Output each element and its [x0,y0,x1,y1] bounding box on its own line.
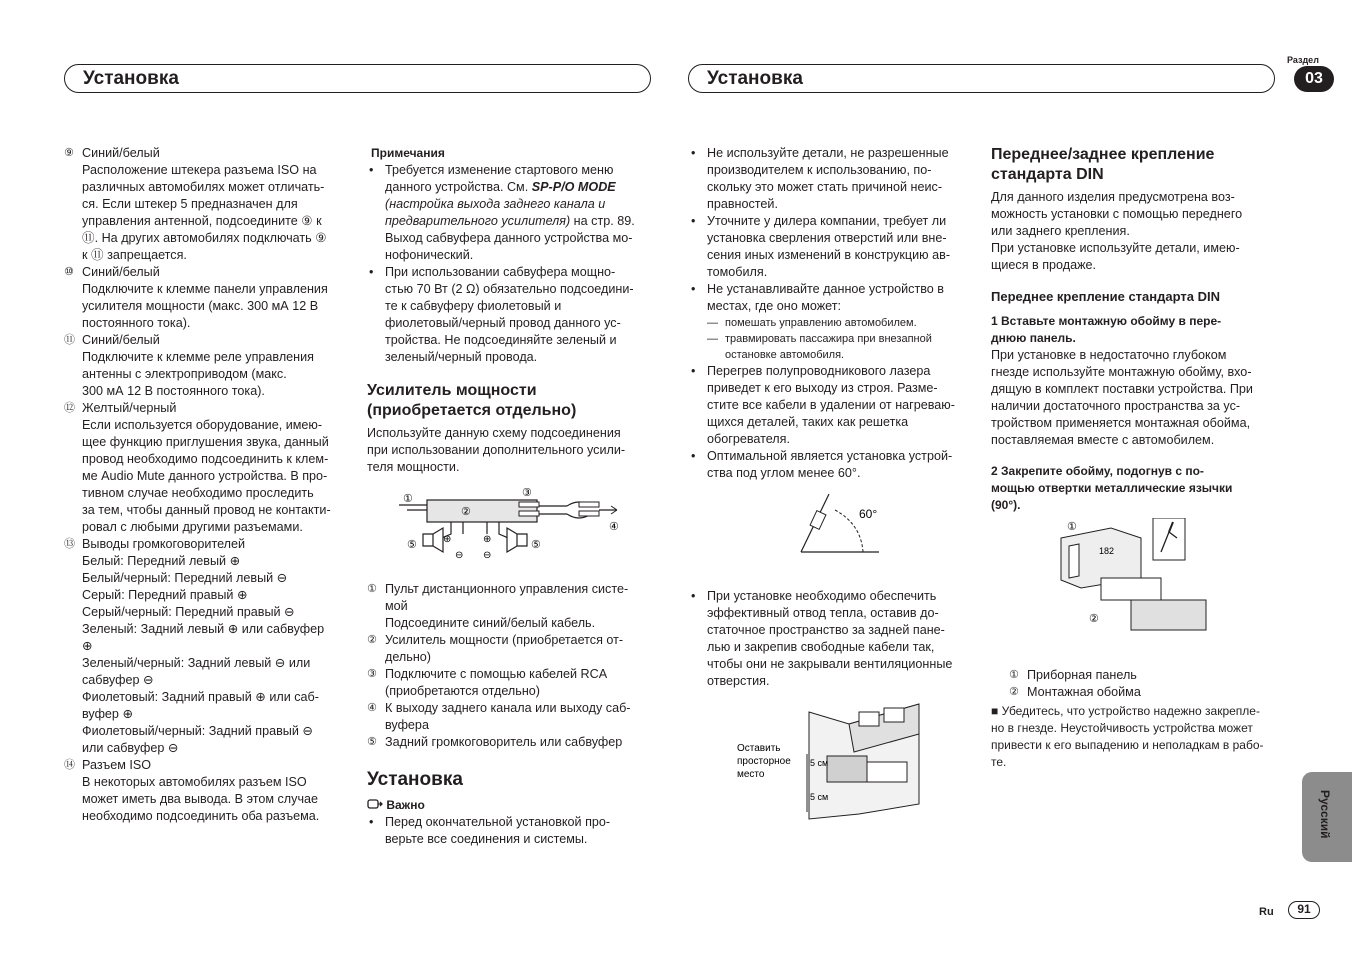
wire-item-body-line-3: провод необходимо подсоединить к клем- [82,452,329,466]
step-1-text-line-1: При установке в недостаточно глубоком [991,348,1227,362]
heat-bullet-line-1: • При установке необходимо обеспечить [707,589,937,603]
note-2 [367,264,657,366]
caution-bullet-line-4: томобиля. [707,265,768,279]
mounting-sleeve-icon [1101,578,1161,600]
wire-item-body-line-2: щее функцию приглушения звука, данный [82,435,329,449]
amp-legend-text-line-1: Пульт дистанционного управления систе- [385,582,629,596]
amp-legend-text-line-1: К выходу заднего канала или выходу саб- [385,701,631,715]
svg-text:⊖: ⊖ [455,550,464,561]
wire-item-body [82,553,354,757]
amp-legend-item [367,700,657,734]
amp-intro-line-3: теля мощности. [367,460,460,474]
caution-bullet [689,145,974,213]
important-text-line-2: верьте все соединения и системы. [385,832,588,846]
front-din-subheading: Переднее крепление стандарта DIN [991,289,1220,304]
wire-item-title: Желтый/черный [82,401,177,415]
din-heading-line-1: Переднее/заднее крепление [991,146,1215,163]
step-1-title [991,313,1281,347]
wire-item-body-line-2: усилителя мощности (макс. 300 мА 12 В [82,299,319,313]
caution-bullet-2-line-1: • Оптимальной является установка устрой- [707,449,953,463]
wire-item-body-line-5: Зеленый: Задний левый ⊕ или сабвуфер [82,622,325,636]
right-header-title: Установка [707,68,803,89]
figure-legend-number: ② [1009,686,1019,698]
amp-legend-text-line-2: мой [385,599,408,613]
step-1-text-line-4: наличии достаточного пространства за ус- [991,399,1241,413]
step-1-title-line-2: днюю панель. [991,331,1076,345]
amplifier-wiring-diagram [367,488,657,573]
install-heading: Установка [367,769,463,790]
important-block [367,797,657,814]
amp-heading [367,381,657,421]
amp-heading-line-2: (приобретается отдельно) [367,402,577,419]
wire-item-body-line-1: Расположение штекера разъема ISO на [82,163,317,177]
dim-label-2: 5 см [810,792,829,802]
step-1-text-line-2: гнезде используйте монтажную обойму, вхо- [991,365,1252,379]
heat-bullet-line-6: отверстия. [707,674,770,688]
bullets-group-2 [689,363,974,482]
page-number: 91 [1288,901,1320,919]
din-heading-line-2: стандарта DIN [991,166,1104,183]
important-text-line-1: • Перед окончательной установкой про- [385,815,611,829]
svg-text:⊖: ⊖ [483,550,492,561]
din-intro [991,189,1281,274]
wire-item [64,757,354,825]
column-4 [991,145,1281,771]
caution-bullet-2-line-1: • Перегрев полупроводникового лазера [707,364,931,378]
right-header-bar [688,64,1275,93]
figure-legend-number: ① [1009,669,1019,681]
column-1 [64,145,354,825]
wire-item [64,332,354,400]
note-1-tail-1: на стр. 89. [570,214,635,228]
caution-bullet [689,213,974,281]
caution-bullet-line-2: местах, где оно может: [707,299,842,313]
note-1-tail-2: Выход сабвуфера данного устройства мо- [385,231,633,245]
wire-item-body-line-7: ровал с любыми другими разъемами. [82,520,303,534]
wire-item-body [82,162,354,264]
device-icon [810,511,826,530]
wire-item-body-line-6: за тем, чтобы данный провод не контакти- [82,503,331,517]
amp-legend-item [367,581,657,632]
important-text [367,814,657,848]
wire-item-body-line-3: 300 мА 12 В постоянного тока). [82,384,265,398]
page-language: Ru [1259,906,1274,918]
amp-legend-text-line-1: Усилитель мощности (приобретается от- [385,633,624,647]
wire-item-title: Выводы громкоговорителей [82,537,246,551]
figure-marker-2: ② [1089,613,1099,625]
wire-item-number: ⑭ [64,759,75,771]
wire-item-body-line-6: ⊕ [82,639,93,653]
section-label: Раздел [1287,55,1319,65]
wire-item-number: ⑨ [64,147,74,159]
left-header-bar [64,64,651,93]
heat-bullet-line-4: лью и закрепив свободные кабели так, [707,640,935,654]
svg-text:⊕: ⊕ [443,534,452,545]
din-intro-line-4: При установке используйте детали, имею- [991,241,1240,255]
amp-heading-line-1: Усилитель мощности [367,382,537,399]
wire-item-title: Синий/белый [82,265,160,279]
wire-item-body-line-9: Фиолетовый: Задний правый ⊕ или саб- [82,690,319,704]
wire-item-body-line-5: ⑪. На других автомобилях подключать ⑨ [82,231,327,245]
step-1-text-line-6: поставляемая вместе с автомобилем. [991,433,1215,447]
amp-legend [367,581,657,751]
note-1-italic-1: (настройка выхода заднего канала и [385,197,606,211]
caution-bullet-2-line-4: щихся деталей, таких как решетка [707,415,909,429]
wire-item-body-line-4: управления антенной, подсоедините ⑨ к [82,214,322,228]
wire-item [64,145,354,264]
amp-intro [367,425,657,476]
heat-bullet-line-2: эффективный отвод тепла, оставив до- [707,606,939,620]
wire-item-body [82,281,354,332]
speaker-left-icon [423,528,443,552]
notes-title: Примечания [371,146,445,160]
din-note-line-2: но в гнезде. Неустойчивость устройства может [991,721,1253,735]
wire-item-body-line-1: В некоторых автомобилях разъем ISO [82,775,307,789]
note-1-setting-name: SP-P/O MODE [531,180,616,194]
din-note [991,703,1281,771]
caution-bullet-line-1: • Не устанавливайте данное устройство в [707,282,944,296]
column-2 [367,145,657,848]
step-2-title-line-2: мощью отвертки металлические язычки [991,481,1233,495]
figure-text-182: 182 [1099,546,1115,556]
wire-item-body-line-2: может иметь два вывода. В этом случае [82,792,319,806]
heat-bullet [689,588,974,690]
note-2-line-1: • При использовании сабвуфера мощно- [385,265,616,279]
angle-label: 60° [859,507,878,521]
step-2-title [991,463,1281,514]
caution-bullet-2 [689,448,974,482]
wire-item-body-line-4: ме Audio Mute данного устройства. В про- [82,469,328,483]
heat-bullet-line-3: статочное пространство за задней пане- [707,623,945,637]
dash-item-line-1: — помешать управлению автомобилем. [725,317,917,329]
wire-item-body-line-1: Подключите к клемме реле управления [82,350,314,364]
diagram-marker-5a: ⑤ [407,539,417,551]
amp-legend-text-line-2: дельно) [385,650,431,664]
wire-item-body-line-2: Белый/черный: Передний левый ⊖ [82,571,288,585]
space-label-1: Оставить [737,743,781,754]
caution-bullet-2-line-5: обогревателя. [707,432,790,446]
amp-legend-number: ① [367,583,377,595]
wire-item-body [82,349,354,400]
caution-bullet-2-line-2: приведет к его выходу из строя. Разме- [707,381,938,395]
din-note-line-4: те. [991,755,1007,769]
figure-legend-text: Приборная панель [1027,668,1137,682]
caution-bullet-line-3: скольку это может стать причиной неис- [707,180,943,194]
amp-legend-item [367,666,657,700]
note-1-tail-3: нофонический. [385,248,474,262]
note-2-line-2: стью 70 Вт (2 Ω) обязательно подсоедини- [385,282,634,296]
wire-item-body-line-2: различных автомобилях может отличать- [82,180,325,194]
note-1 [367,162,657,264]
language-tab [1302,772,1352,862]
wire-item-title: Синий/белый [82,333,160,347]
din-heading [991,145,1281,185]
dash-item-line-1: — травмировать пассажира при внезапной [725,333,932,345]
din-mounting-figure [991,518,1281,663]
wire-item-number: ⑩ [64,266,74,278]
note-1-line-2: данного устройства. См. [385,180,532,194]
step-1-text [991,347,1281,449]
caution-bullet-2 [689,363,974,448]
note-2-line-4: фиолетовый/черный провод данного ус- [385,316,621,330]
mounting-angle-figure [689,484,974,574]
caution-bullet-2-line-3: стите все кабели в удалении от нагреваю- [707,398,955,412]
wire-item-body-line-8: сабвуфер ⊖ [82,673,154,687]
space-label-2: просторное [737,756,791,767]
amp-legend-text-line-3: Подсоедините синий/белый кабель. [385,616,596,630]
figure-legend-item [1009,667,1281,684]
column-3 [689,145,974,824]
step-1-text-line-5: тройством применяется монтажная обойма, [991,416,1251,430]
figure-marker-1: ① [1067,521,1077,533]
wire-item [64,536,354,757]
wire-item-title: Синий/белый [82,146,160,160]
left-header-title: Установка [83,68,179,89]
wire-item-body [82,417,354,536]
wire-item-body-line-1: Если используется оборудование, имею- [82,418,323,432]
amp-legend-number: ④ [367,702,377,714]
amp-legend-text-line-2: (приобретаются отдельно) [385,684,540,698]
amp-legend-item [367,632,657,666]
unit-icon [1131,600,1206,630]
wire-item-body-line-1: Белый: Передний левый ⊕ [82,554,241,568]
wire-item-number: ⑬ [64,538,75,550]
caution-bullet-line-2: установка сверления отверстий или вне- [707,231,947,245]
wire-item-body-line-6: к ⑪ запрещается. [82,248,187,262]
amp-intro-line-2: при использовании дополнительного усили- [367,443,626,457]
important-icon [367,798,383,810]
din-intro-line-3: или заднего крепления. [991,224,1130,238]
wire-item-body-line-3: Серый: Передний правый ⊕ [82,588,248,602]
step-2-title-line-1: 2 Закрепите обойму, подогнув с по- [991,464,1204,478]
figure-legend-item [1009,684,1281,701]
din-note-line-3: привести к его выпадению и неполадкам в рабо- [991,738,1264,752]
wire-item-number: ⑫ [64,402,75,414]
din-intro-line-1: Для данного изделия предусмотрена воз- [991,190,1235,204]
din-note-line-1: ■ Убедитесь, что устройство надежно закрепле- [991,704,1260,718]
wire-item [64,264,354,332]
wire-item [64,400,354,536]
figure-legend-text: Монтажная обойма [1027,685,1141,699]
din-intro-line-2: можность установки с помощью переднего [991,207,1243,221]
caution-bullet-line-3: сения иных изменений в конструкцию ав- [707,248,951,262]
amp-legend-number: ② [367,634,377,646]
wire-item-body-line-11: Фиолетовый/черный: Задний правый ⊖ [82,724,313,738]
note-2-line-3: те к сабвуферу фиолетовый и [385,299,562,313]
dash-item [689,315,974,331]
diagram-marker-4: ④ [609,521,619,533]
wire-item-body-line-10: вуфер ⊕ [82,707,133,721]
bullets-group-1 [689,145,974,315]
amp-legend-text-line-1: Задний громкоговоритель или сабвуфер [385,735,623,749]
note-1-line-1: Требуется изменение стартового меню [385,163,614,177]
figure-legend [991,667,1281,701]
caution-bullet-line-4: правностей. [707,197,778,211]
heat-bullet-line-5: чтобы они не закрывали вентиляционные [707,657,953,671]
caution-bullet-line-2: производителем к использованию, по- [707,163,932,177]
step-1-text-line-3: дящую в комплект поставки устройства. При [991,382,1253,396]
wire-item-body-line-3: ся. Если штекер 5 предназначен для [82,197,298,211]
wire-item-body-line-1: Подключите к клемме панели управления [82,282,328,296]
diagram-marker-2: ② [461,506,471,518]
dim-label-1: 5 см [810,758,829,768]
amp-intro-line-1: Используйте данную схему подсоединения [367,426,621,440]
diagram-marker-5b: ⑤ [531,539,541,551]
wire-item-number: ⑪ [64,334,75,346]
note-1-italic-2: предварительного усилителя) [385,214,571,228]
speaker-right-icon [507,528,527,552]
ventilation-space-figure [689,694,974,824]
wire-item-body-line-12: или сабвуфер ⊖ [82,741,179,755]
amp-legend-text-line-2: вуфера [385,718,429,732]
note-2-line-6: зеленый/черный провода. [385,350,538,364]
caution-bullet-line-1: • Не используйте детали, не разрешенные [707,146,949,160]
dash-item [689,331,974,363]
wire-item-body-line-3: необходимо подсоединить оба разъема. [82,809,320,823]
caution-bullet [689,281,974,315]
diagram-marker-3: ③ [522,488,532,499]
amp-legend-item [367,734,657,751]
amp-legend-number: ⑤ [367,736,377,748]
dash-list [689,315,974,363]
diagram-marker-1: ① [403,493,413,505]
language-tab-label: Русский [1318,790,1332,839]
space-label-3: место [737,769,765,780]
wire-item-body-line-2: антенны с электроприводом (макс. [82,367,287,381]
svg-text:⊕: ⊕ [483,534,492,545]
wire-item-body-line-4: Серый/черный: Передний правый ⊖ [82,605,295,619]
wire-item-body-line-7: Зеленый/черный: Задний левый ⊖ или [82,656,311,670]
wire-item-body-line-3: постоянного тока). [82,316,191,330]
wire-item-body [82,774,354,825]
caution-bullet-2-line-2: ства под углом менее 60°. [707,466,861,480]
wire-item-title: Разъем ISO [82,758,152,772]
step-2-title-line-3: (90°). [991,498,1021,512]
dash-item-line-2: остановке автомобиля. [725,349,845,361]
important-label: Важно [386,798,425,812]
note-2-line-5: тройства. Не подсоединяйте зеленый и [385,333,617,347]
amp-legend-text-line-1: Подключите с помощью кабелей RCA [385,667,608,681]
wire-item-body-line-5: тивном случае необходимо проследить [82,486,314,500]
amp-legend-number: ③ [367,668,377,680]
step-1-title-line-1: 1 Вставьте монтажную обойму в пере- [991,314,1222,328]
section-number-badge: 03 [1294,66,1334,92]
caution-bullet-line-1: • Уточните у дилера компании, требует ли [707,214,947,228]
din-intro-line-5: щиеся в продаже. [991,258,1097,272]
head-unit-icon [827,756,867,782]
